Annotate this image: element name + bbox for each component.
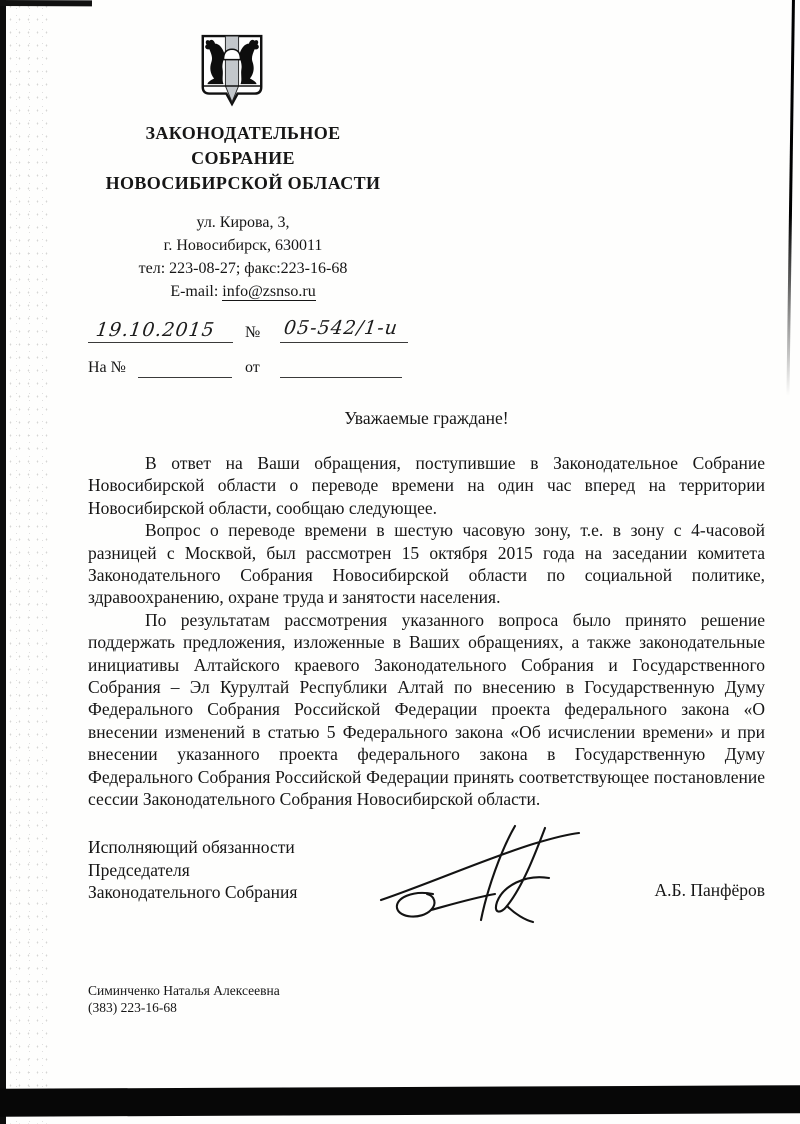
- scan-artifact-top-edge: [0, 0, 92, 6]
- address-email-row: [78, 280, 408, 303]
- org-name-line: СОБРАНИЕ: [191, 148, 295, 168]
- scan-artifact-bottom-bar: [0, 1085, 800, 1117]
- executor-name: Симинченко Наталья Алексеевна: [88, 983, 280, 998]
- address-city: г. Новосибирск, 630011: [163, 237, 323, 254]
- org-name-line: НОВОСИБИРСКОЙ ОБЛАСТИ: [105, 173, 381, 193]
- scan-artifact-left-edge: [0, 0, 6, 1124]
- coat-of-arms-icon: [199, 32, 265, 113]
- signature-block: [88, 836, 765, 946]
- letter-body: [88, 452, 765, 811]
- org-name-line: ЗАКОНОДАТЕЛЬНОЕ: [145, 123, 341, 143]
- number-sign-label: №: [245, 324, 261, 341]
- handwritten-signature-icon: [373, 824, 588, 939]
- email-label: E-mail:: [170, 283, 223, 300]
- paragraph: В ответ на Ваши обращения, поступившие в Законодательное Собрание Новосибирской области о переводе времени на один час вперед на территории Новосибирской области, сообщаю следующее.: [88, 453, 765, 518]
- address-phone-fax: тел: 223-08-27; факс:223-16-68: [138, 260, 348, 277]
- email-address: info@zsnso.ru: [222, 283, 316, 300]
- organization-address: [78, 211, 408, 303]
- salutation: Уважаемые граждане!: [344, 408, 509, 428]
- address-street: ул. Кирова, 3,: [196, 214, 290, 231]
- signer-position-line: Исполняющий обязанности: [88, 837, 295, 857]
- letter-number-handwritten: 05-542/1-и: [282, 317, 400, 339]
- signer-position-line: Председателя: [88, 859, 190, 880]
- paragraph: По результатам рассмотрения указанного вопроса было принято решение поддержать предложения, изложенные в Ваших обращениях, а также законодательные инициативы Алтайского краевого Законодательного Собрания и Государственного Собрания – Эл Курултай Республики Алтай по внесению в Государственную Думу Федерального Собрания Российской Федерации проекта федерального закона «О внесении изменений в статью 5 Федерального закона «Об исчислении времени» и при внесении указанного проекта федерального закона в Государственную Думу Федерального Собрания Российской Федерации принять соответствующее постановление сессии Законодательного Собрания Новосибирской области.: [88, 609, 765, 810]
- scan-noise-speckle: [6, 0, 54, 1124]
- on-number-underline: [138, 353, 232, 378]
- organization-name: [78, 121, 408, 196]
- paragraph: Вопрос о переводе времени в шестую часовую зону, т.е. в зону с 4-часовой разницей с Москвой, был рассмотрен 15 октября 2015 года на заседании комитета Законодательного Собрания Новосибирской области по социальной политике, здравоохранению, охране труда и занятости населения.: [88, 520, 765, 608]
- reference-block: [0, 318, 800, 388]
- from-label: от: [245, 359, 260, 376]
- letter-date-handwritten: 19.10.2015: [94, 319, 217, 341]
- executor-phone: (383) 223-16-68: [88, 1000, 177, 1015]
- signer-name: А.Б. Панфёров: [654, 880, 765, 900]
- signer-position: [88, 836, 297, 904]
- on-number-label: На №: [88, 359, 126, 376]
- executor-contact: [88, 982, 280, 1016]
- signer-position-line: Законодательного Собрания: [88, 882, 298, 902]
- from-underline: [280, 353, 402, 378]
